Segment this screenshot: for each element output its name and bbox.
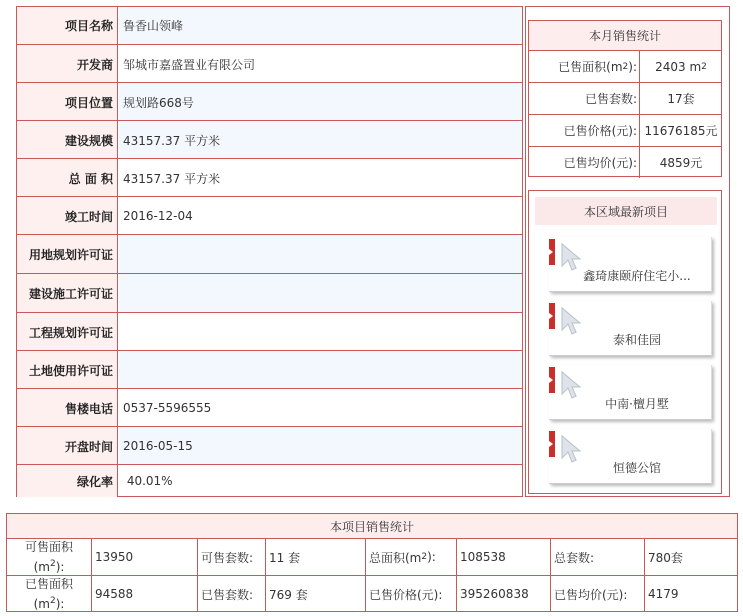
total-count-label: 总套数: (551, 539, 645, 575)
sold-count-label: 已售套数: (198, 576, 266, 612)
info-value (119, 313, 522, 351)
info-row-build-scale (17, 120, 522, 159)
latest-projects-panel (528, 190, 722, 494)
total-area-value: 108538 (457, 539, 551, 575)
stat-row-sold-count (529, 83, 721, 115)
saleable-area-label: 可售面积 $(m^2)$: (7, 539, 92, 575)
stat-value: 11676185元 (644, 124, 718, 138)
info-label: 总 面 积 (17, 159, 118, 197)
info-row-name (17, 7, 522, 44)
info-row-engineering-permit (17, 312, 522, 351)
stat-value: 17套 (667, 92, 695, 106)
info-row-green-rate (17, 464, 522, 497)
info-value: 邹城市嘉盛置业有限公司 (123, 57, 256, 72)
project-card[interactable] (549, 301, 712, 356)
project-stats-row-2 (7, 576, 737, 612)
info-row-completion (17, 196, 522, 235)
info-value: 43157.37 平方米 (123, 171, 221, 186)
stat-label: 已售套数 : (529, 83, 640, 114)
flag-icon (549, 303, 555, 329)
stat-label: 已售均价(元) : (529, 147, 640, 178)
total-count-value: 780套 (648, 550, 683, 565)
info-label: 项目名称 (17, 7, 118, 44)
project-name-link[interactable]: 中南·檀月墅 (605, 397, 669, 411)
project-stats-title: 本项目销售统计 (7, 514, 737, 539)
info-label: 开盘时间 (17, 427, 118, 465)
info-row-total-area (17, 158, 522, 197)
info-value: 规划路668号 (119, 83, 522, 121)
sold-area-label: 已售面积 $(m^2)$: (7, 576, 92, 612)
project-card[interactable] (549, 237, 712, 292)
saleable-count-label: 可售套数: (198, 539, 266, 575)
info-value (119, 351, 522, 389)
info-label: 项目位置 (17, 83, 118, 121)
info-label: 绿化率 (17, 465, 118, 497)
info-value: 2016-05-15 (119, 427, 522, 465)
stat-label: 已售面积(m 2 ) : (529, 51, 640, 82)
stat-row-avg-price (529, 147, 721, 178)
flag-icon (549, 367, 555, 393)
flag-icon (549, 431, 555, 457)
info-label: 建设施工许可证 (17, 274, 118, 313)
monthly-stats-title: 本月销售统计 (529, 21, 721, 51)
avg-price-label: 已售均价(元): (551, 576, 645, 612)
info-row-land-plan-permit (17, 234, 522, 274)
info-value: 2016-12-04 (123, 209, 193, 223)
stat-value: 2403 m 2 (655, 59, 707, 74)
sold-price-label: 已售价格(元): (366, 576, 457, 612)
info-label: 用地规划许可证 (17, 235, 118, 274)
total-area-label: 总面积(m 2 ): (366, 539, 457, 575)
info-value (119, 235, 522, 274)
flag-icon (549, 239, 555, 265)
saleable-count-value: 11 套 (266, 539, 366, 575)
info-value: 鲁香山领峰 (119, 7, 522, 44)
project-card[interactable] (549, 365, 712, 420)
info-row-construction-permit (17, 273, 522, 313)
project-info-table (16, 6, 523, 497)
avg-price-value: 4179 (648, 587, 679, 601)
info-value: 0537-5596555 (123, 401, 212, 415)
monthly-sales-stats (528, 20, 722, 177)
sold-price-value: 395260838 (457, 576, 551, 612)
project-sales-stats (6, 513, 738, 612)
stat-row-sold-area (529, 51, 721, 83)
info-value: 40.01% (123, 474, 173, 488)
info-row-opening-date (17, 426, 522, 465)
stat-value: 4859元 (659, 156, 703, 170)
stat-row-sold-price (529, 115, 721, 147)
info-label: 开发商 (17, 45, 118, 83)
info-label: 建设规模 (17, 121, 118, 159)
project-stats-row-1 (7, 539, 737, 576)
info-row-location (17, 82, 522, 121)
info-label: 售楼电话 (17, 389, 118, 427)
saleable-area-value: 13950 (92, 539, 198, 575)
sold-area-value: 94588 (92, 576, 198, 612)
project-name-link[interactable]: 鑫琦康颐府住宅小... (583, 269, 691, 283)
info-row-developer (17, 44, 522, 83)
info-value (119, 274, 522, 313)
stat-label: 已售价格(元) : (529, 115, 640, 146)
info-label: 土地使用许可证 (17, 351, 118, 389)
sold-count-value: 769 套 (266, 576, 366, 612)
info-value: 43157.37 平方米 (119, 121, 522, 159)
info-label: 竣工时间 (17, 197, 118, 235)
info-label: 工程规划许可证 (17, 313, 118, 351)
latest-projects-title: 本区域最新项目 (535, 197, 717, 225)
info-row-land-use-permit (17, 350, 522, 389)
project-name-link[interactable]: 泰和佳园 (612, 333, 661, 347)
project-card[interactable] (549, 429, 712, 484)
info-row-sales-phone (17, 388, 522, 427)
project-name-link[interactable]: 恒德公馆 (612, 461, 661, 475)
